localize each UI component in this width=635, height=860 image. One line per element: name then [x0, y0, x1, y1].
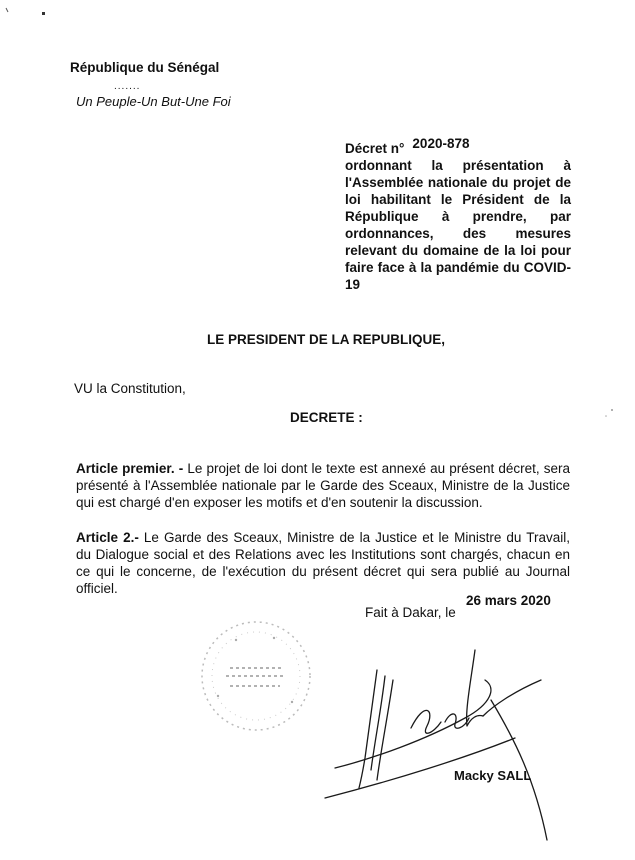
- vu-constitution: VU la Constitution,: [74, 381, 186, 396]
- official-stamp: [196, 616, 316, 736]
- handwritten-signature: [315, 630, 565, 860]
- decrete-heading: DECRETE :: [290, 410, 363, 425]
- header-motto: Un Peuple-Un But-Une Foi: [76, 94, 231, 109]
- closing-place: Fait à Dakar, le: [365, 605, 456, 620]
- signer-name: Macky SALL: [454, 768, 532, 783]
- article-text: Le projet de loi dont le texte est annexé au présent décret, sera présenté à l'Assemblée nationale par le Garde des Sceaux, Ministre de la Justice qui est chargé d'en exposer les motifs et d'en soutenir la discussion.: [76, 461, 571, 510]
- president-title: LE PRESIDENT DE LA REPUBLIQUE,: [207, 332, 446, 347]
- article-text: Le Garde des Sceaux, Ministre de la Justice et le Ministre du Travail, du Dialogue social et des Relations avec les Institutions sont chargés, chacun en ce qui le concerne, de l'exécution du présent décret qui sera publié au Journal officiel.: [76, 530, 570, 596]
- closing-date: 26 mars 2020: [466, 593, 551, 608]
- article-2: [76, 529, 570, 597]
- article-premier: [76, 460, 570, 511]
- decree-heading: [345, 136, 571, 293]
- header-dots: .......: [114, 81, 141, 92]
- decree-subject: ordonnant la présentation à l'Assemblée nationale du projet de loi habilitant le Président de la République à prendre, par ordonnances, des mesures relevant du domaine de la loi pour faire face à la pandémie du COVID-19: [345, 158, 571, 292]
- article-title: Article premier. -: [76, 461, 184, 476]
- decree-number: 2020-878: [412, 136, 470, 151]
- article-title: Article 2.-: [76, 530, 139, 545]
- decree-title-line: [345, 136, 571, 157]
- header-republic: République du Sénégal: [70, 60, 220, 75]
- decree-label: Décret n°: [345, 141, 405, 156]
